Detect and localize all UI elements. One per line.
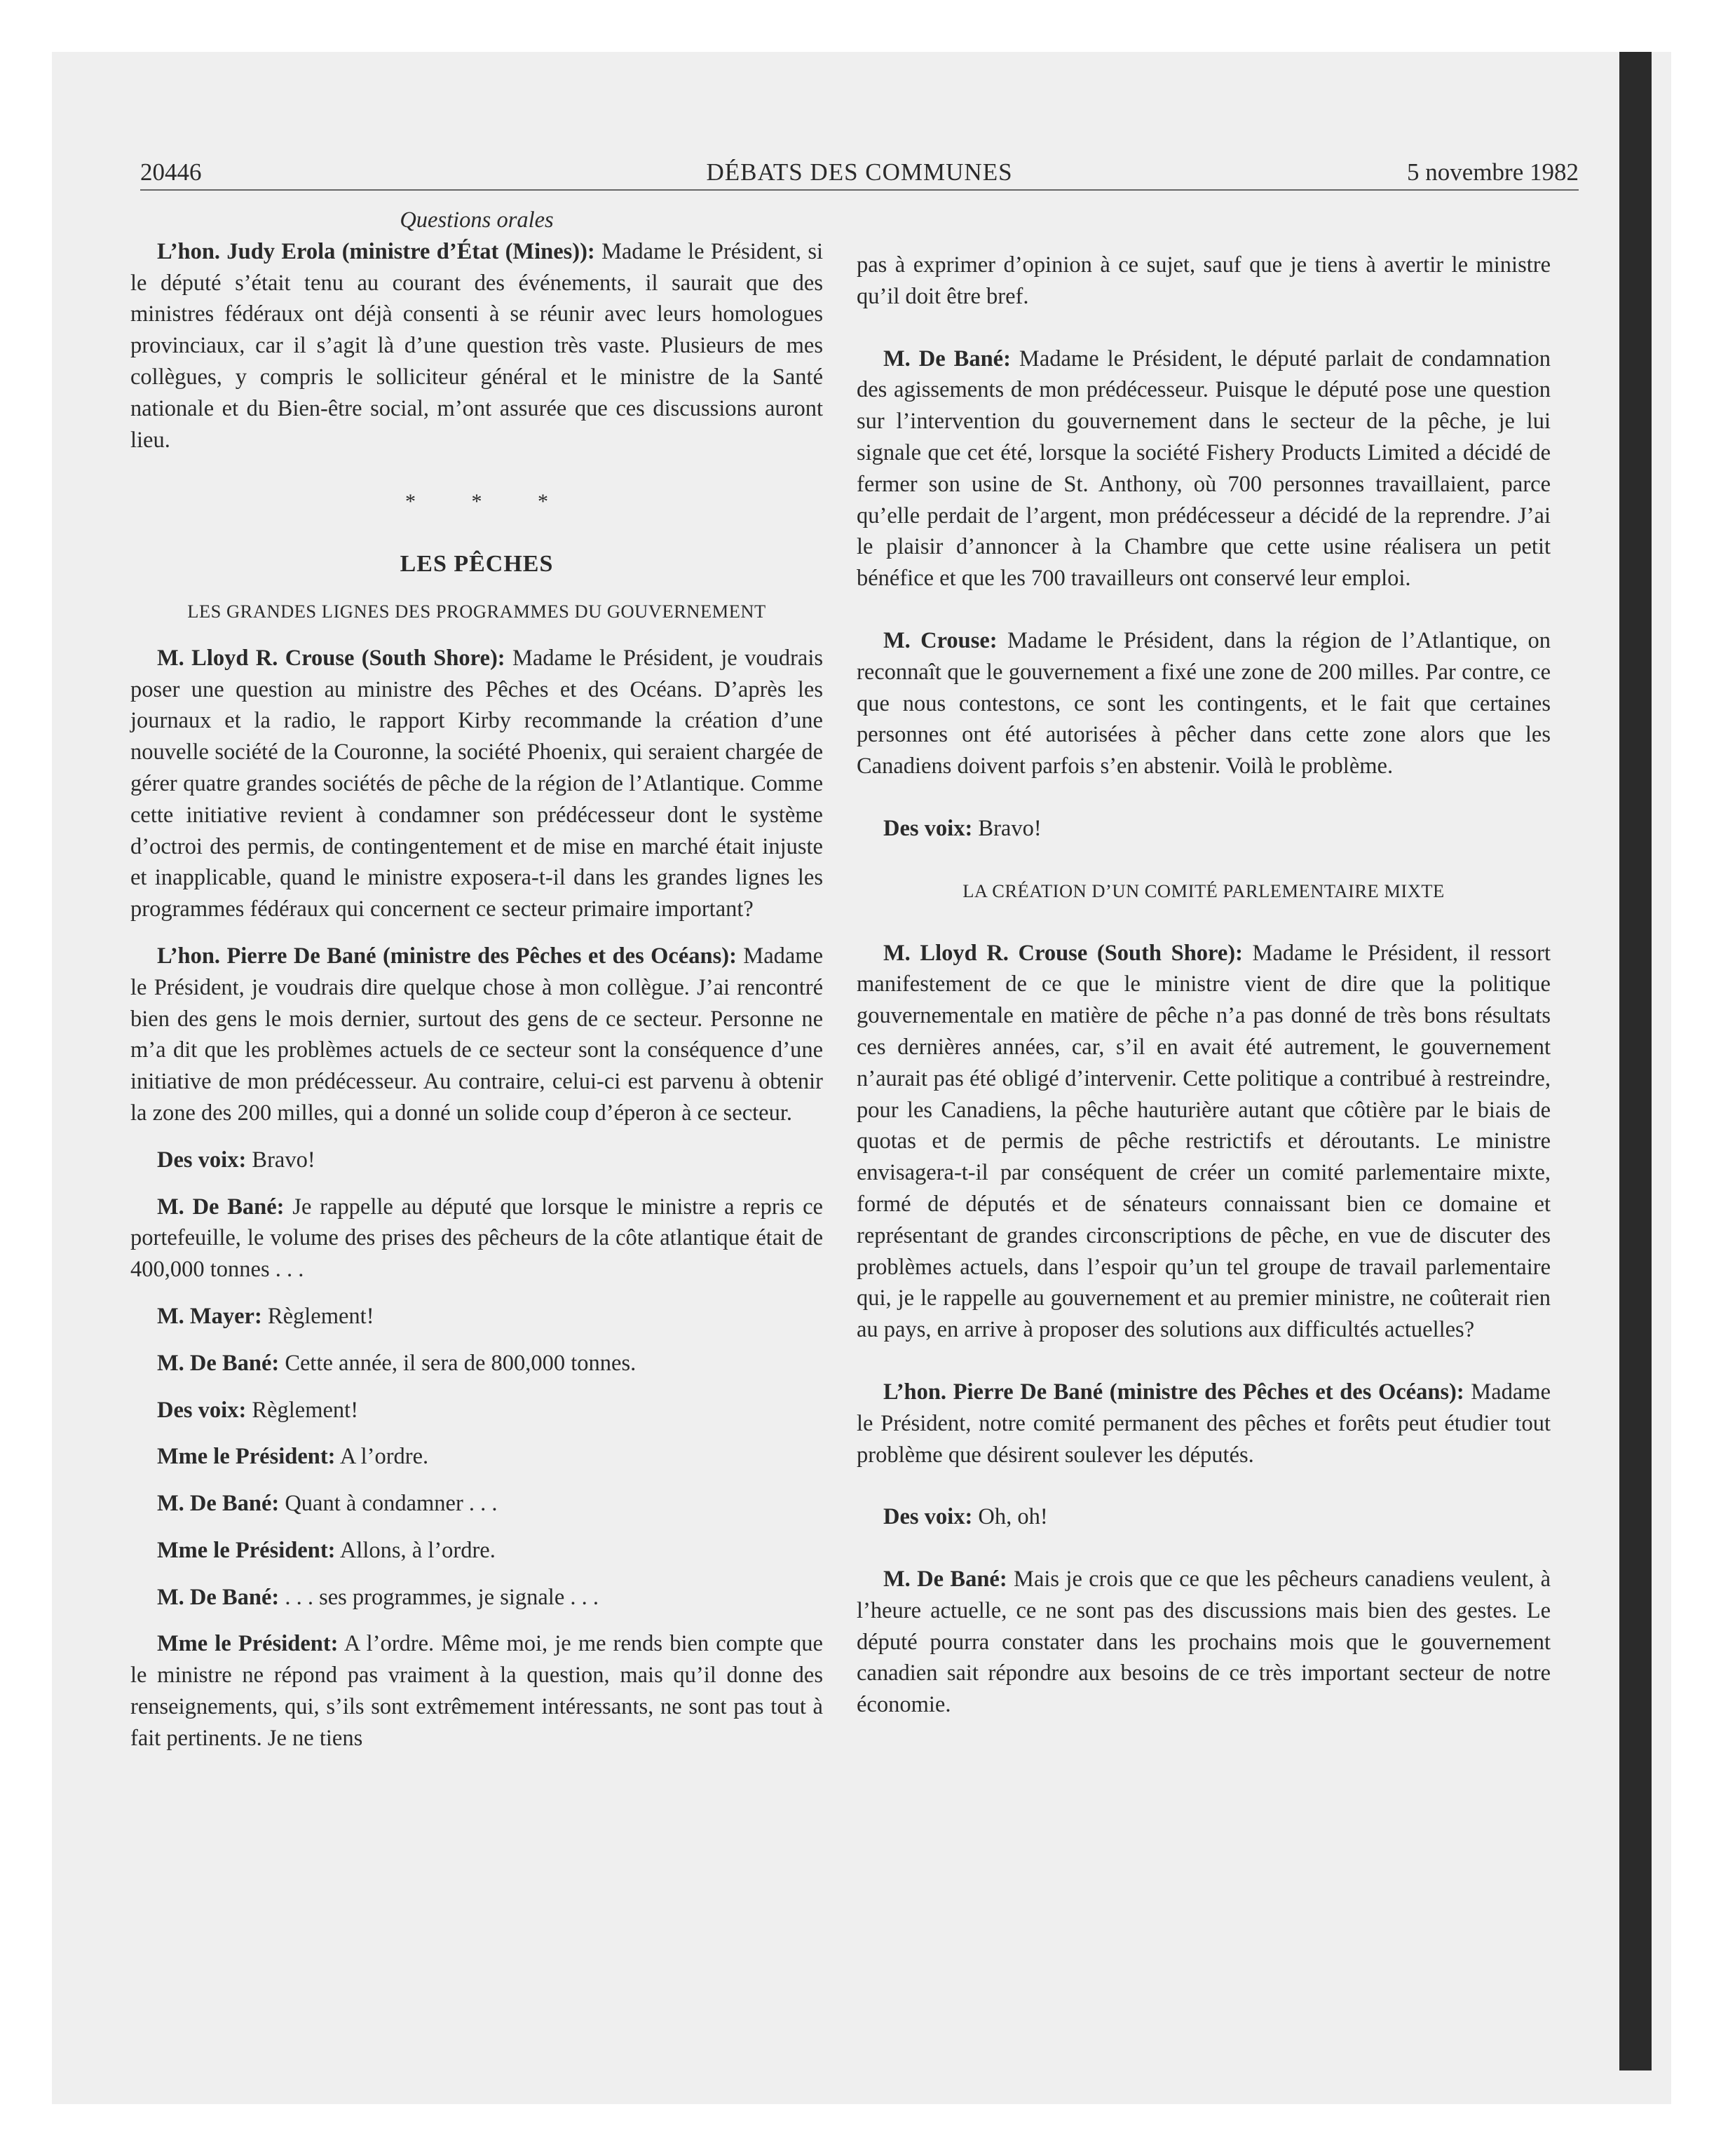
speaker: M. Lloyd R. Crouse (South Shore): (157, 645, 505, 671)
right-column (857, 250, 1551, 1721)
speaker: M. De Bané: (883, 1567, 1007, 1592)
speaker: M. Crouse: (883, 627, 998, 653)
paragraph: M. De Bané: Mais je crois que ce que les pêcheurs canadiens veulent, à l’heure actuelle, ce ne sont pas des discussions mais bien des gestes. Le député pourra constater dans les prochains mois que le gouvernement canadien sait répondre aux besoins de ce très important secteur de notre économie. (857, 1567, 1551, 1718)
speaker: M. De Bané: (157, 1350, 280, 1376)
page-number: 20446 (140, 158, 202, 186)
paragraph: M. De Bané: . . . ses programmes, je signale . . . (157, 1584, 599, 1610)
paragraph: Des voix: Oh, oh! (883, 1504, 1048, 1530)
paragraph: M. Mayer: Règlement! (157, 1303, 374, 1329)
speaker: M. Mayer: (157, 1303, 262, 1329)
paragraph: L’hon. Judy Erola (ministre d’État (Mines)): Madame le Président, si le député s’était tenu au courant des événements, il saurait que des ministres fédéraux ont déjà consenti à se réunir avec leurs homologues provinciaux, car il s’agit là d’une question très vaste. Plusieurs de mes collègues, y compris le solliciteur général et le ministre de la Santé nationale et du Bien-être social, m’ont assurée que ces discussions auront lieu. (130, 238, 823, 453)
section-separator: * * * (405, 490, 573, 514)
page-header (140, 156, 1579, 191)
speaker: L’hon. Pierre De Bané (ministre des Pêches et des Océans): (883, 1379, 1464, 1405)
left-column (130, 203, 823, 1754)
speaker: L’hon. Judy Erola (ministre d’État (Mines)): (157, 238, 595, 264)
page-date: 5 novembre 1982 (1407, 158, 1579, 186)
paragraph: Des voix: Bravo! (883, 815, 1042, 841)
paragraph: M. Crouse: Madame le Président, dans la région de l’Atlantique, on reconnaît que le gouvernement a fixé une zone de 200 milles. Par contre, ce que nous contestons, ce sont les contingents, et le fait que certaines personnes ont été autorisées à pêcher dans cette zone alors que les Canadiens doivent parfois s’en abstenir. Voilà le problème. (857, 627, 1551, 779)
paragraph-continued: pas à exprimer d’opinion à ce sujet, sauf que je tiens à avertir le ministre qu’il doit être bref. (857, 252, 1551, 309)
speaker: Des voix: (883, 1504, 973, 1530)
speaker: M. Lloyd R. Crouse (South Shore): (883, 940, 1243, 966)
paragraph: Mme le Président: A l’ordre. (157, 1444, 429, 1470)
speaker: Des voix: (883, 815, 973, 841)
speaker: Mme le Président: (157, 1537, 336, 1563)
paragraph: M. Lloyd R. Crouse (South Shore): Madame le Président, je voudrais poser une question au ministre des Pêches et des Océans. D’après les journaux et la radio, le rapport Kirby recommande la création d’une nouvelle société de la Couronne, la société Phoenix, qui seraient chargée de gérer quatre grandes sociétés de pêche de la région de l’Atlantique. Comme cette initiative revient à condamner son prédécesseur dont le système d’octroi des permis, de contingentement et de mise en marché était injuste et inapplicable, quand le ministre exposera-t-il dans les grandes lignes les programmes fédéraux qui concernent ce secteur primaire important? (130, 645, 823, 922)
paragraph: M. De Bané: Madame le Président, le député parlait de condamnation des agissements de mon prédécesseur. Puisque le député pose une question sur l’intervention du gouvernement dans le secteur de la pêche, je lui signale que cet été, lorsque la société Fishery Products Limited a décidé de fermer son usine de St. Anthony, où 700 personnes travaillaient, parce qu’elle perdait de l’argent, mon prédécesseur a décidé de la reprendre. J’ai le plaisir d’annoncer à la Chambre que cette usine réalisera un petit bénéfice et que les 700 travailleurs ont conservé leur emploi. (857, 346, 1551, 592)
speaker: Des voix: (157, 1397, 247, 1423)
subheading: LES GRANDES LIGNES DES PROGRAMMES DU GOUVERNEMENT (187, 600, 766, 622)
scan-edge (1619, 52, 1652, 2070)
speaker: Des voix: (157, 1147, 247, 1173)
section-title: LES PÊCHES (400, 551, 554, 578)
paragraph: M. De Bané: Je rappelle au député que lorsque le ministre a repris ce portefeuille, le volume des prises des pêcheurs de la côte atlantique était de 400,000 tonnes . . . (130, 1194, 823, 1283)
speaker: Mme le Président: (157, 1631, 339, 1657)
paragraph: Des voix: Règlement! (157, 1397, 359, 1423)
paragraph: M. De Bané: Cette année, il sera de 800,000 tonnes. (157, 1350, 637, 1376)
section-label: Questions orales (400, 207, 554, 233)
paragraph: Mme le Président: A l’ordre. Même moi, je me rends bien compte que le ministre ne répond pas vraiment à la question, mais qu’il donne des renseignements, qui, s’ils sont extrêmement intéressants, ne sont pas tout à fait pertinents. Je ne tiens (130, 1631, 823, 1751)
speaker: Mme le Président: (157, 1444, 336, 1470)
speaker: M. De Bané: (157, 1194, 285, 1220)
speaker: M. De Bané: (157, 1491, 280, 1517)
paragraph: Des voix: Bravo! (157, 1147, 315, 1173)
speaker: M. De Bané: (157, 1584, 280, 1610)
paragraph: L’hon. Pierre De Bané (ministre des Pêches et des Océans): Madame le Président, je voudrais dire quelque chose à mon collègue. J’ai rencontré bien des gens le mois dernier, surtout des gens de ce secteur. Personne ne m’a dit que les problèmes actuels de ce secteur sont la conséquence d’une initiative de mon prédécesseur. Au contraire, celui-ci est parvenu à obtenir la zone des 200 milles, qui a donné un solide coup d’éperon à ce secteur. (130, 943, 824, 1126)
paragraph: L’hon. Pierre De Bané (ministre des Pêches et des Océans): Madame le Président, notre comité permanent des pêches et forêts peut étudier tout problème que désirent soulever les députés. (857, 1379, 1551, 1468)
speaker: L’hon. Pierre De Bané (ministre des Pêches et des Océans): (157, 943, 737, 969)
speaker: M. De Bané: (883, 346, 1011, 371)
paragraph: M. Lloyd R. Crouse (South Shore): Madame le Président, il ressort manifestement de ce que le ministre vient de dire que la politique gouvernementale en matière de pêche n’a pas donné de très bons résultats ces dernières années, car, s’il en avait été autrement, le gouvernement n’aurait pas été obligé d’intervenir. Cette politique a contribué à restreindre, pour les Canadiens, la pêche hauturière autant que côtière par le biais de quotas et de permis de pêche restrictifs et déroutants. Le ministre envisagera-t-il par conséquent de créer un comité parlementaire mixte, formé de députés et de sénateurs connaissant bien ce domaine et représentant de grandes circonscriptions de pêche, en vue de discuter des problèmes actuels, dans l’espoir qu’un tel groupe de travail parlementaire qui, je le rappelle au gouvernement et au premier ministre, ne coûterait rien au pays, en arrive à proposer des solutions aux difficultés actuelles? (857, 940, 1551, 1343)
subheading: LA CRÉATION D’UN COMITÉ PARLEMENTAIRE MIXTE (962, 880, 1445, 901)
paragraph: Mme le Président: Allons, à l’ordre. (157, 1537, 496, 1563)
publication-title: DÉBATS DES COMMUNES (706, 158, 1013, 186)
paragraph: M. De Bané: Quant à condamner . . . (157, 1491, 498, 1517)
